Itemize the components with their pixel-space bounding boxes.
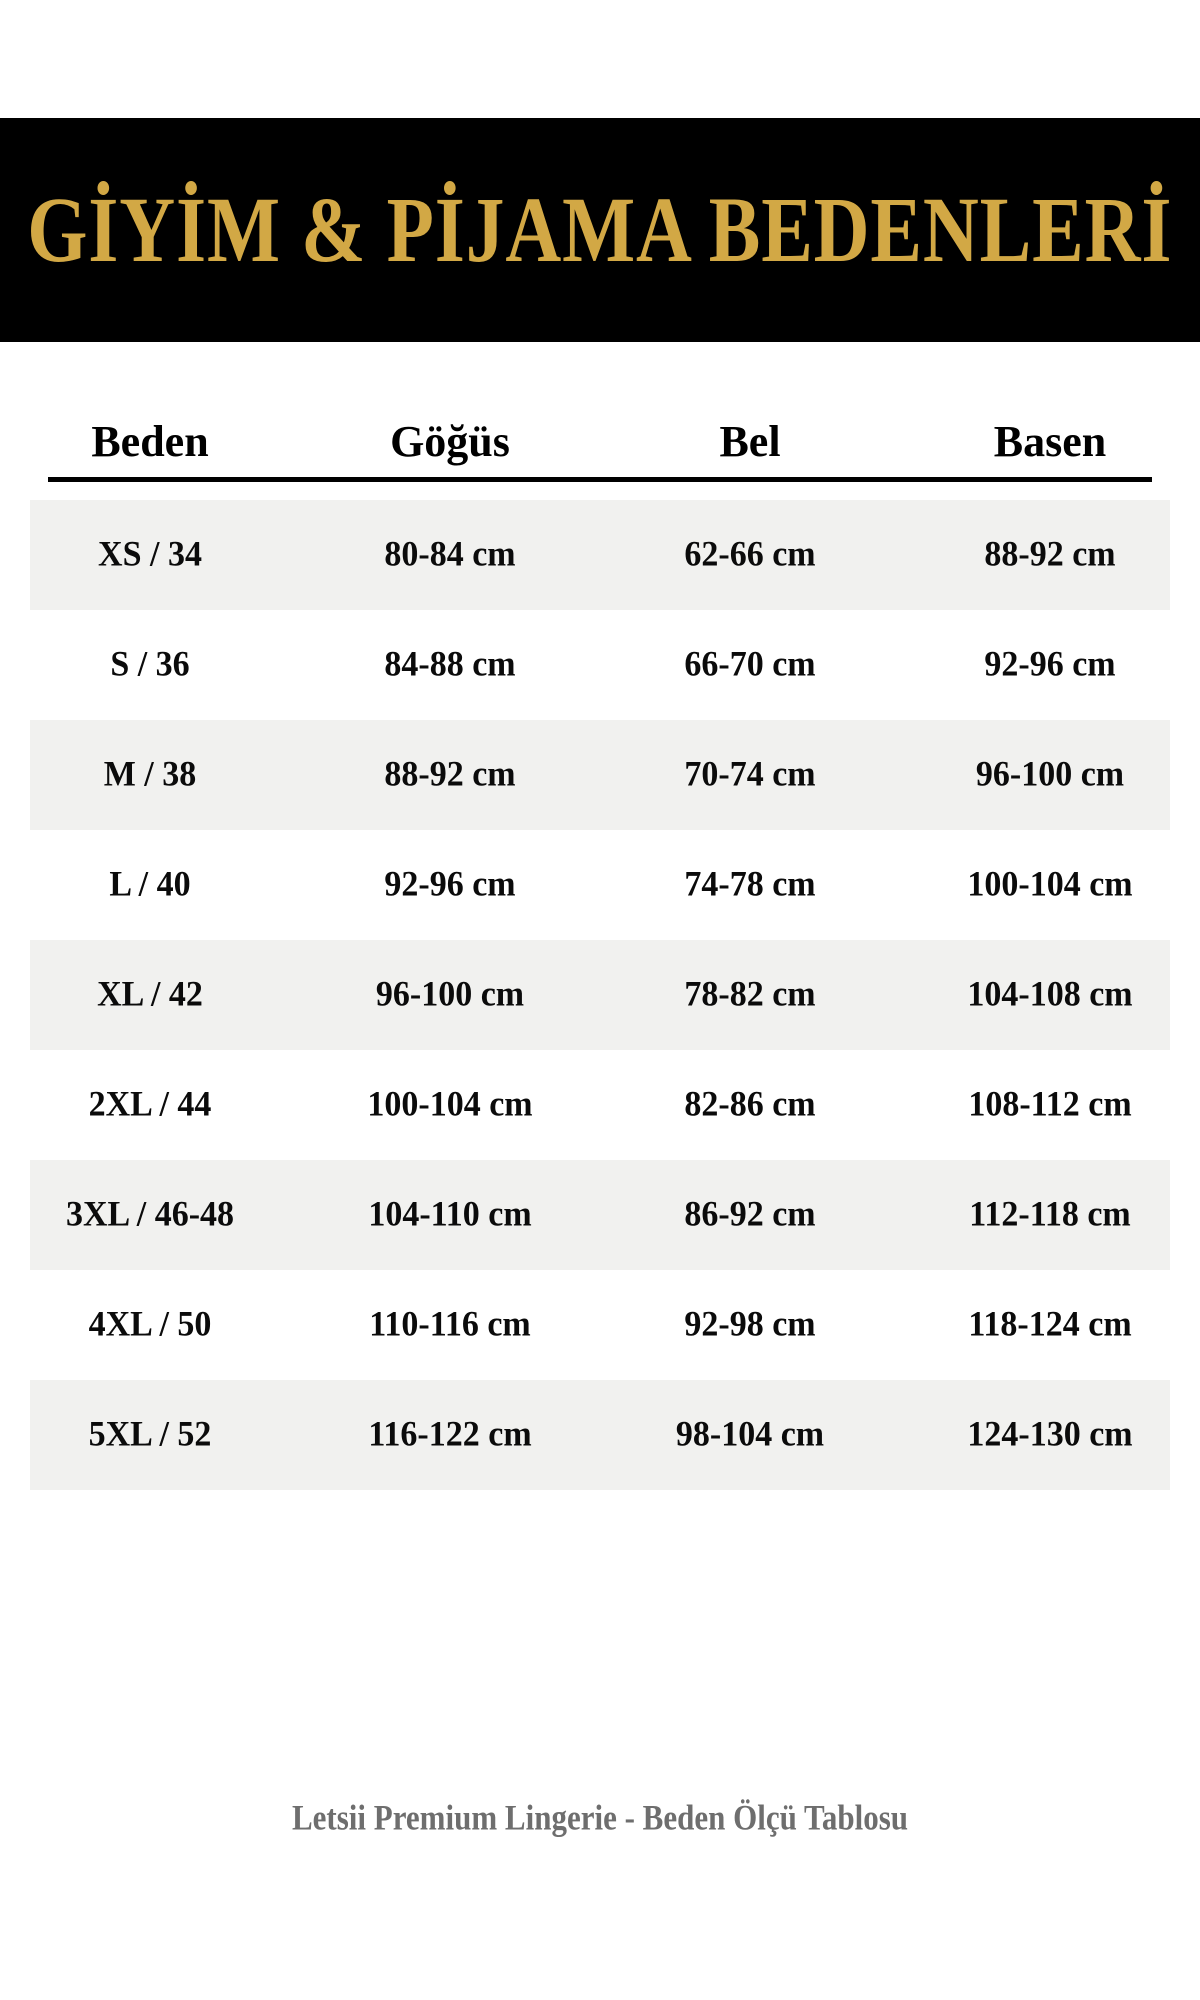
table-row bbox=[0, 500, 1200, 610]
waist-cell: 78-82 cm bbox=[684, 974, 816, 1015]
footer-caption: Letsii Premium Lingerie - Beden Ölçü Tablosu bbox=[291, 1797, 909, 1838]
waist-cell: 66-70 cm bbox=[684, 644, 816, 685]
waist-cell: 92-98 cm bbox=[684, 1304, 816, 1345]
hip-cell: 124-130 cm bbox=[967, 1414, 1133, 1455]
size-cell: 2XL / 44 bbox=[88, 1084, 212, 1125]
hip-cell: 118-124 cm bbox=[968, 1304, 1132, 1345]
size-table-body bbox=[0, 500, 1200, 1490]
table-row bbox=[0, 1270, 1200, 1380]
waist-cell: 98-104 cm bbox=[675, 1414, 825, 1455]
size-cell: XS / 34 bbox=[98, 534, 202, 575]
hip-cell: 88-92 cm bbox=[984, 534, 1116, 575]
table-header-row bbox=[0, 408, 1200, 474]
chest-cell: 80-84 cm bbox=[384, 534, 516, 575]
chest-cell: 116-122 cm bbox=[368, 1414, 532, 1455]
table-row bbox=[0, 1160, 1200, 1270]
table-row bbox=[0, 940, 1200, 1050]
size-cell: 3XL / 46-48 bbox=[65, 1194, 235, 1235]
size-cell: 4XL / 50 bbox=[88, 1304, 212, 1345]
hip-cell: 100-104 cm bbox=[967, 864, 1133, 905]
chest-cell: 88-92 cm bbox=[384, 754, 516, 795]
size-cell: S / 36 bbox=[110, 644, 190, 685]
size-cell: L / 40 bbox=[109, 864, 191, 905]
table-row bbox=[0, 610, 1200, 720]
size-cell: 5XL / 52 bbox=[88, 1414, 212, 1455]
chest-cell: 100-104 cm bbox=[367, 1084, 533, 1125]
header-underline bbox=[48, 477, 1152, 482]
chest-cell: 84-88 cm bbox=[384, 644, 516, 685]
table-row bbox=[0, 720, 1200, 830]
hip-cell: 96-100 cm bbox=[975, 754, 1125, 795]
column-header-bel: Bel bbox=[719, 416, 781, 466]
table-row bbox=[0, 1050, 1200, 1160]
waist-cell: 70-74 cm bbox=[684, 754, 816, 795]
waist-cell: 86-92 cm bbox=[684, 1194, 816, 1235]
waist-cell: 62-66 cm bbox=[684, 534, 816, 575]
column-header-gogus: Göğüs bbox=[390, 416, 510, 466]
size-cell: M / 38 bbox=[103, 754, 197, 795]
hip-cell: 92-96 cm bbox=[984, 644, 1116, 685]
hip-cell: 108-112 cm bbox=[968, 1084, 1132, 1125]
chest-cell: 110-116 cm bbox=[369, 1304, 531, 1345]
hip-cell: 112-118 cm bbox=[969, 1194, 1131, 1235]
size-cell: XL / 42 bbox=[97, 974, 203, 1015]
column-header-basen: Basen bbox=[993, 416, 1107, 466]
waist-cell: 74-78 cm bbox=[684, 864, 816, 905]
hip-cell: 104-108 cm bbox=[967, 974, 1133, 1015]
chest-cell: 104-110 cm bbox=[368, 1194, 532, 1235]
table-row bbox=[0, 830, 1200, 940]
waist-cell: 82-86 cm bbox=[684, 1084, 816, 1125]
column-header-beden: Beden bbox=[91, 416, 209, 466]
chest-cell: 92-96 cm bbox=[384, 864, 516, 905]
chest-cell: 96-100 cm bbox=[375, 974, 525, 1015]
table-row bbox=[0, 1380, 1200, 1490]
header-band bbox=[0, 118, 1200, 342]
page-title: GİYİM & PİJAMA BEDENLERİ bbox=[27, 178, 1173, 282]
